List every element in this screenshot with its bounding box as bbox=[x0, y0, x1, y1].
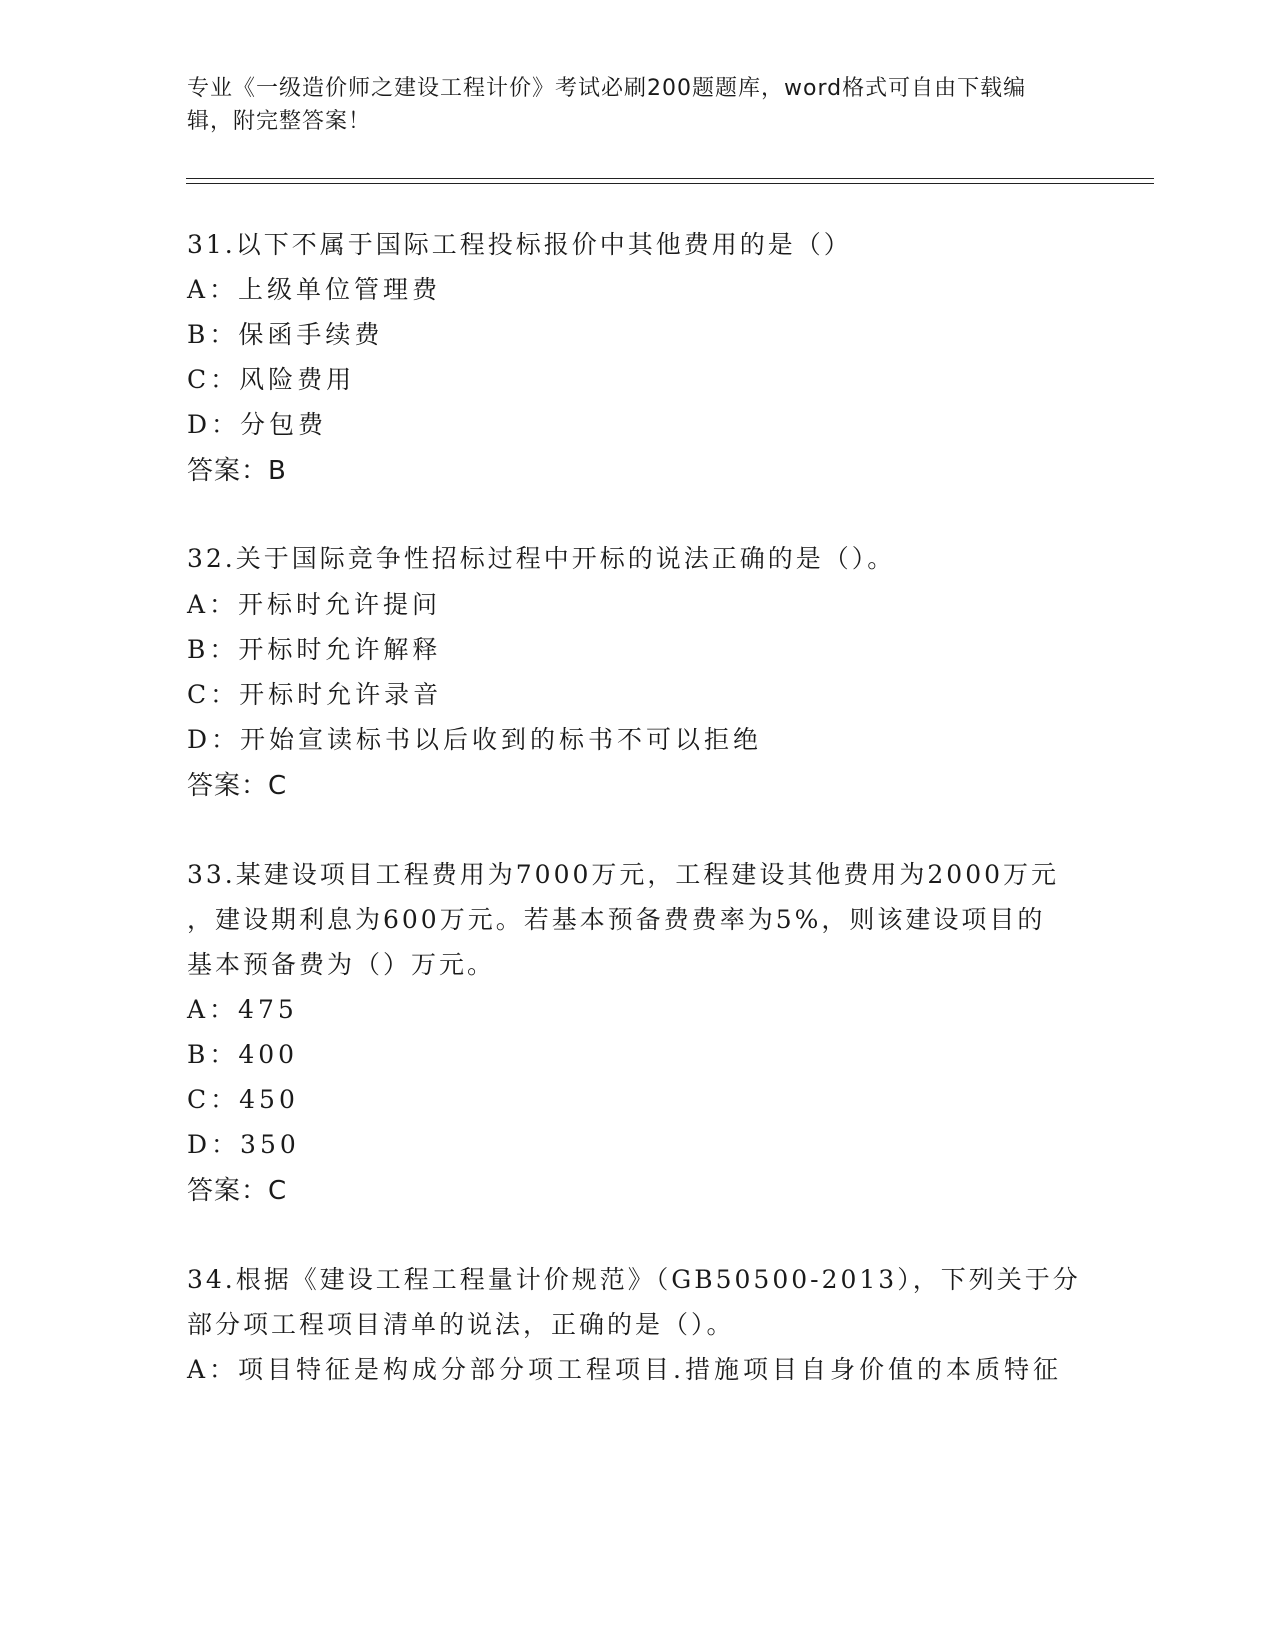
question-32-stem: 32.关于国际竞争性招标过程中开标的说法正确的是（）。 bbox=[187, 544, 896, 573]
question-31-option-b: B：保函手续费 bbox=[187, 320, 384, 349]
question-33-option-b: B：400 bbox=[187, 1040, 299, 1069]
document-intro: 专业《一级造价师之建设工程计价》考试必刷200题题库，word格式可自由下载编辑，附完整答案！ bbox=[187, 76, 1027, 134]
question-33-option-a: A：475 bbox=[187, 995, 298, 1024]
question-33-answer: 答案：C bbox=[187, 1176, 288, 1206]
question-32-option-b: B：开标时允许解释 bbox=[187, 635, 442, 664]
question-32-option-d: D：开始宣读标书以后收到的标书不可以拒绝 bbox=[187, 725, 763, 754]
question-34-option-a: A：项目特征是构成分部分项工程项目.措施项目自身价值的本质特征 bbox=[187, 1355, 1063, 1384]
question-31-answer: 答案：B bbox=[187, 456, 287, 486]
header-divider-top bbox=[186, 178, 1154, 179]
question-33-option-d: D：350 bbox=[187, 1130, 300, 1159]
question-32-option-c: C：开标时允许录音 bbox=[187, 680, 443, 709]
question-31-option-a: A：上级单位管理费 bbox=[187, 275, 442, 304]
question-33-stem-line-1: 33.某建设项目工程费用为7000万元，工程建设其他费用为2000万元 bbox=[187, 860, 1060, 889]
question-33-stem-line-2: ，建设期利息为600万元。若基本预备费费率为5%，则该建设项目的 bbox=[187, 905, 1046, 934]
question-34-stem-line-1: 34.根据《建设工程工程量计价规范》（GB50500-2013），下列关于分 bbox=[187, 1265, 1081, 1294]
question-31-stem: 31.以下不属于国际工程投标报价中其他费用的是（） bbox=[187, 230, 852, 259]
question-32-option-a: A：开标时允许提问 bbox=[187, 590, 442, 619]
question-33-option-c: C：450 bbox=[187, 1085, 299, 1114]
header-divider-bottom bbox=[186, 183, 1154, 184]
question-32-answer: 答案：C bbox=[187, 771, 288, 801]
question-33-stem-line-3: 基本预备费为（）万元。 bbox=[187, 950, 496, 979]
question-34-stem-line-2: 部分项工程项目清单的说法，正确的是（）。 bbox=[187, 1310, 735, 1339]
question-31-option-c: C：风险费用 bbox=[187, 365, 356, 394]
question-31-option-d: D：分包费 bbox=[187, 410, 328, 439]
